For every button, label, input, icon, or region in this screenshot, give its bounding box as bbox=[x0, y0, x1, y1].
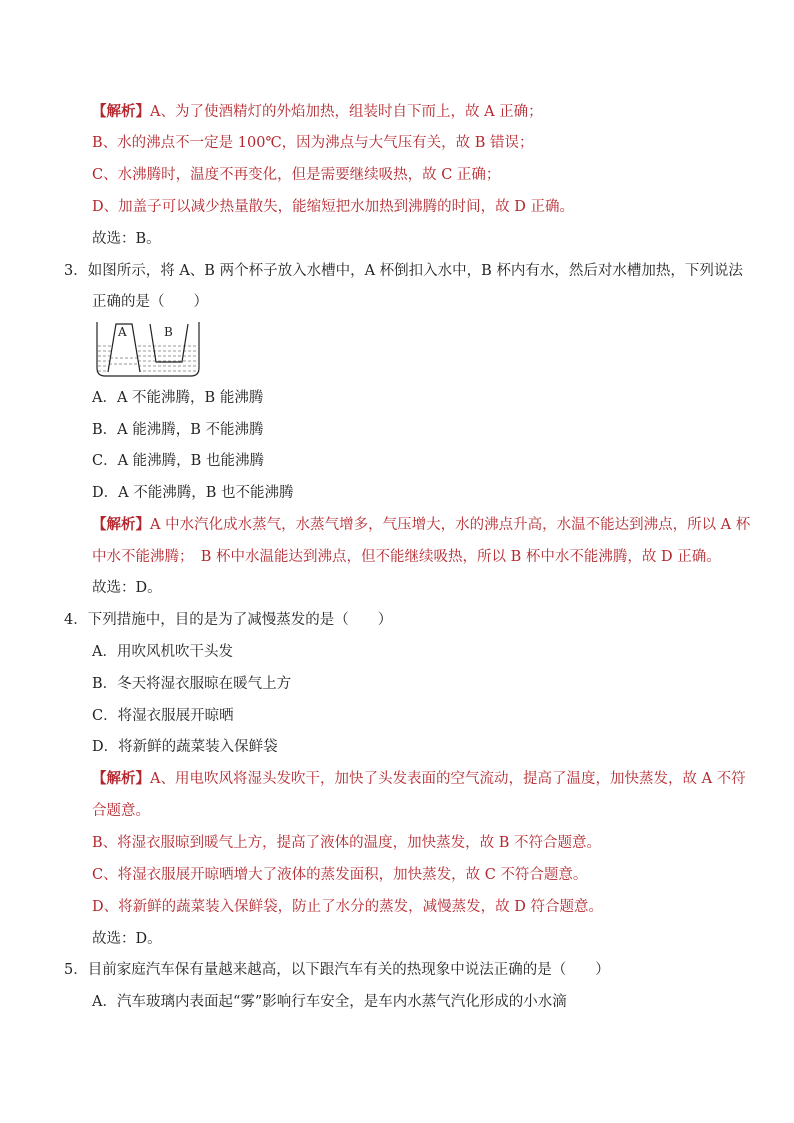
q3-analysis-line-2: 中水不能沸腾； B 杯中水温能达到沸点，但不能继续吸热，所以 B 杯中水不能沸腾，故 D 正确。 bbox=[92, 549, 721, 565]
water-tank-cups-figure bbox=[94, 320, 204, 378]
q3-answer: 故选：D。 bbox=[92, 580, 162, 596]
q4-analysis-line-2: 合题意。 bbox=[92, 803, 150, 819]
q4-stem: 4．下列措施中，目的是为了减慢蒸发的是（ ） bbox=[64, 612, 393, 628]
q3-stem-line-1: 3．如图所示，将 A、B 两个杯子放入水槽中，A 杯倒扣入水中，B 杯内有水，然后对水槽加热，下列说法 bbox=[64, 263, 743, 279]
q5-option-a: A．汽车玻璃内表面起“雾”影响行车安全，是车内水蒸气汽化形成的小水滴 bbox=[92, 994, 567, 1010]
analysis-label: 【解析】 bbox=[92, 103, 150, 120]
q3-option-a: A．A 不能沸腾，B 能沸腾 bbox=[92, 390, 264, 406]
cup-b-label: B bbox=[164, 325, 173, 339]
q2-answer: 故选：B。 bbox=[92, 231, 161, 247]
q2-analysis-line-4: D、加盖子可以减少热量散失，能缩短把水加热到沸腾的时间，故 D 正确。 bbox=[92, 199, 574, 215]
q4-answer: 故选：D。 bbox=[92, 931, 162, 947]
q5-stem: 5．目前家庭汽车保有量越来越高，以下跟汽车有关的热现象中说法正确的是（ ） bbox=[64, 962, 610, 978]
q4-analysis-line-4: C、将湿衣服展开晾晒增大了液体的蒸发面积，加快蒸发，故 C 不符合题意。 bbox=[92, 867, 588, 883]
q3-option-b: B．A 能沸腾，B 不能沸腾 bbox=[92, 422, 264, 438]
q4-option-d: D．将新鲜的蔬菜装入保鲜袋 bbox=[92, 739, 278, 755]
q4-option-c: C．将湿衣服展开晾晒 bbox=[92, 708, 234, 724]
q4-analysis-line-3: B、将湿衣服晾到暖气上方，提高了液体的温度，加快蒸发，故 B 不符合题意。 bbox=[92, 835, 602, 851]
q3-option-c: C．A 能沸腾，B 也能沸腾 bbox=[92, 453, 264, 469]
q4-option-b: B．冬天将湿衣服晾在暖气上方 bbox=[92, 676, 292, 692]
q3-analysis-line-1: 【解析】A 中水汽化成水蒸气，水蒸气增多，气压增大，水的沸点升高，水温不能达到沸点，所以 A 杯 bbox=[92, 516, 751, 533]
q2-analysis-line-3: C、水沸腾时，温度不再变化，但是需要继续吸热，故 C 正确； bbox=[92, 167, 501, 183]
q4-analysis-line-5: D、将新鲜的蔬菜装入保鲜袋，防止了水分的蒸发，减慢蒸发，故 D 符合题意。 bbox=[92, 899, 603, 915]
q3-stem-line-2: 正确的是（ ） bbox=[92, 294, 208, 310]
q3-option-d: D．A 不能沸腾，B 也不能沸腾 bbox=[92, 485, 294, 501]
q2-analysis-line-1: 【解析】A、为了使酒精灯的外焰加热，组装时自下而上，故 A 正确； bbox=[92, 103, 543, 120]
q2-analysis-line-2: B、水的沸点不一定是 100℃，因为沸点与大气压有关，故 B 错误； bbox=[92, 135, 534, 151]
q4-option-a: A．用吹风机吹干头发 bbox=[92, 644, 233, 660]
cup-a-label: A bbox=[118, 325, 127, 339]
q4-analysis-line-1: 【解析】A、用电吹风将湿头发吹干，加快了头发表面的空气流动，提高了温度，加快蒸发，故 A 不符 bbox=[92, 770, 746, 787]
